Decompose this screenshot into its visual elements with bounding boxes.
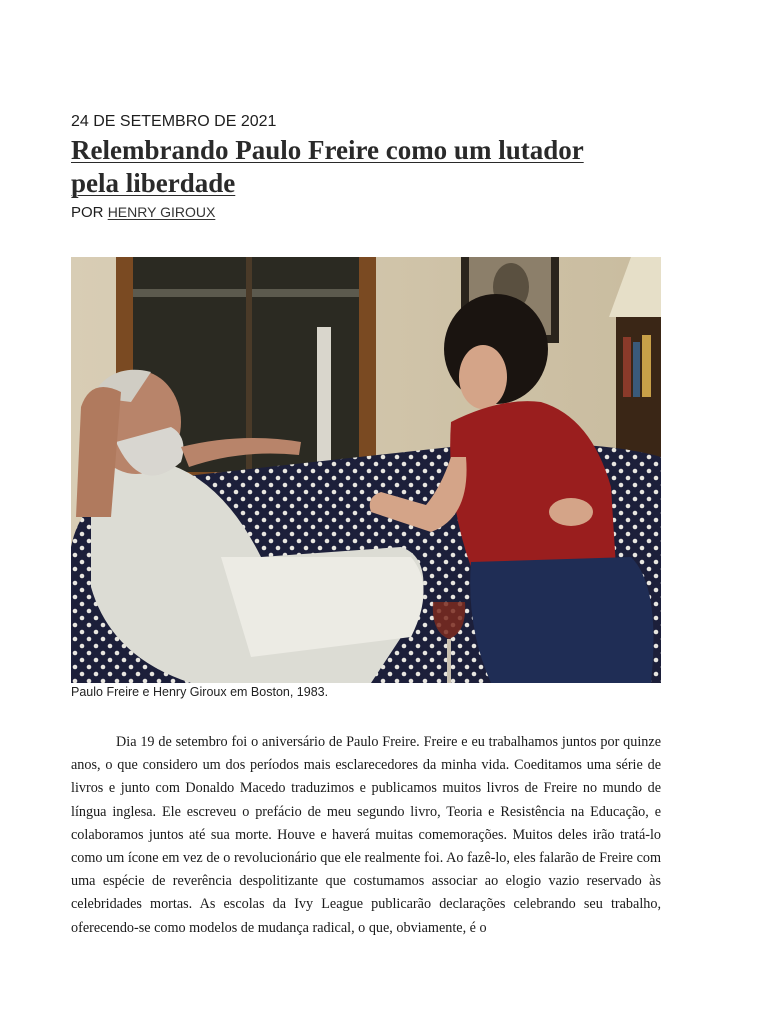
article-title-line-1[interactable]: Relembrando Paulo Freire como um lutador [71,135,584,165]
photo-caption: Paulo Freire e Henry Giroux em Boston, 1983. [71,685,329,699]
article-photo [71,257,661,683]
author-link[interactable]: HENRY GIROUX [107,204,216,220]
byline-prefix: POR [71,204,108,221]
article-title-line-2[interactable]: pela liberdade [71,168,236,198]
byline [71,204,215,221]
article-body-paragraph: Dia 19 de setembro foi o aniversário de Paulo Freire. Freire e eu trabalhamos juntos por quinze anos, o que considero um dos períodos mais esclarecedores da minha vida. Coeditamos uma série de livros e junto com Donaldo Macedo traduzimos e publicamos muitos livros de Freire no mundo de língua inglesa. Ele escreveu o prefácio de meu segundo livro, Teoria e Resistência na Educação, e colaboramos juntos até sua morte. Houve e haverá muitas comemorações. Muitos deles irão tratá-lo como um ícone em vez de o revolucionário que ele realmente foi. Ao fazê-lo, eles falarão de Freire com uma espécie de reverência despolitizante que costumamos associar ao elogio vazio reservado às celebridades mortas. As escolas da Ivy League publicarão declarações celebrando seu trabalho, oferecendo-se como modelos de mudança radical, o que, obviamente, é o [71,734,661,936]
article-date: 24 DE SETEMBRO DE 2021 [71,113,277,130]
article-title[interactable] [71,134,661,200]
